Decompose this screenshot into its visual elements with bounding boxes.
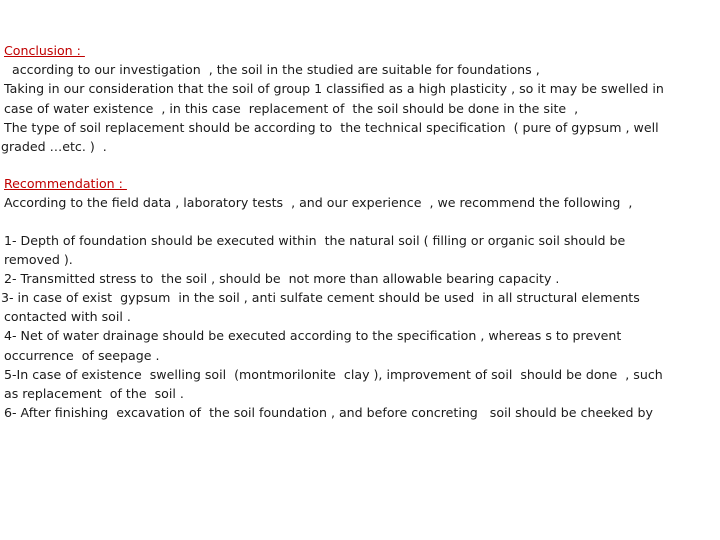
conclusion-line-3: case of water existence , in this case replacement of the soil should be done in the site , [4, 100, 579, 116]
conclusion-line-2: Taking in our consideration that the soil of group 1 classified as a high plasticity , so it may be swelled in [4, 81, 664, 97]
section-spacer [0, 213, 720, 231]
recommendation-item-line: occurrence of seepage . [4, 347, 160, 363]
recommendation-item-line: 4- Net of water drainage should be executed according to the specification , whereas s to prevent [4, 328, 622, 344]
recommendation-item-line: 5-In case of existence swelling soil (montmorilonite clay ), improvement of soil should be done , such [4, 366, 663, 382]
conclusion-line-4: The type of soil replacement should be according to the technical specification ( pure of gypsum , well [4, 119, 659, 135]
recommendation-item-line: removed ). [4, 251, 73, 267]
recommendation-item-line: 6- After finishing excavation of the soil foundation , and before concreting soil should be cheeked by [4, 405, 653, 421]
document-body [0, 41, 720, 422]
section-spacer [0, 156, 720, 174]
conclusion-line-1: according to our investigation , the soil in the studied are suitable for foundations , [8, 62, 540, 78]
recommendation-intro: According to the field data , laboratory tests , and our experience , we recommend the following , [4, 195, 633, 211]
recommendation-item-line: 3- in case of exist gypsum in the soil , anti sulfate cement should be used in all structural elements [1, 290, 640, 306]
conclusion-heading: Conclusion : [4, 43, 85, 58]
recommendation-heading: Recommendation : [4, 176, 127, 192]
recommendation-item-line: as replacement of the soil . [4, 386, 184, 401]
conclusion-line-5: graded …etc. ) . [1, 138, 107, 154]
recommendation-item-line: 2- Transmitted stress to the soil , should be not more than allowable bearing capacity . [4, 270, 560, 286]
recommendation-item-line: contacted with soil . [4, 309, 131, 325]
recommendation-item-line: 1- Depth of foundation should be executed within the natural soil ( filling or organic soil should be [4, 232, 626, 248]
